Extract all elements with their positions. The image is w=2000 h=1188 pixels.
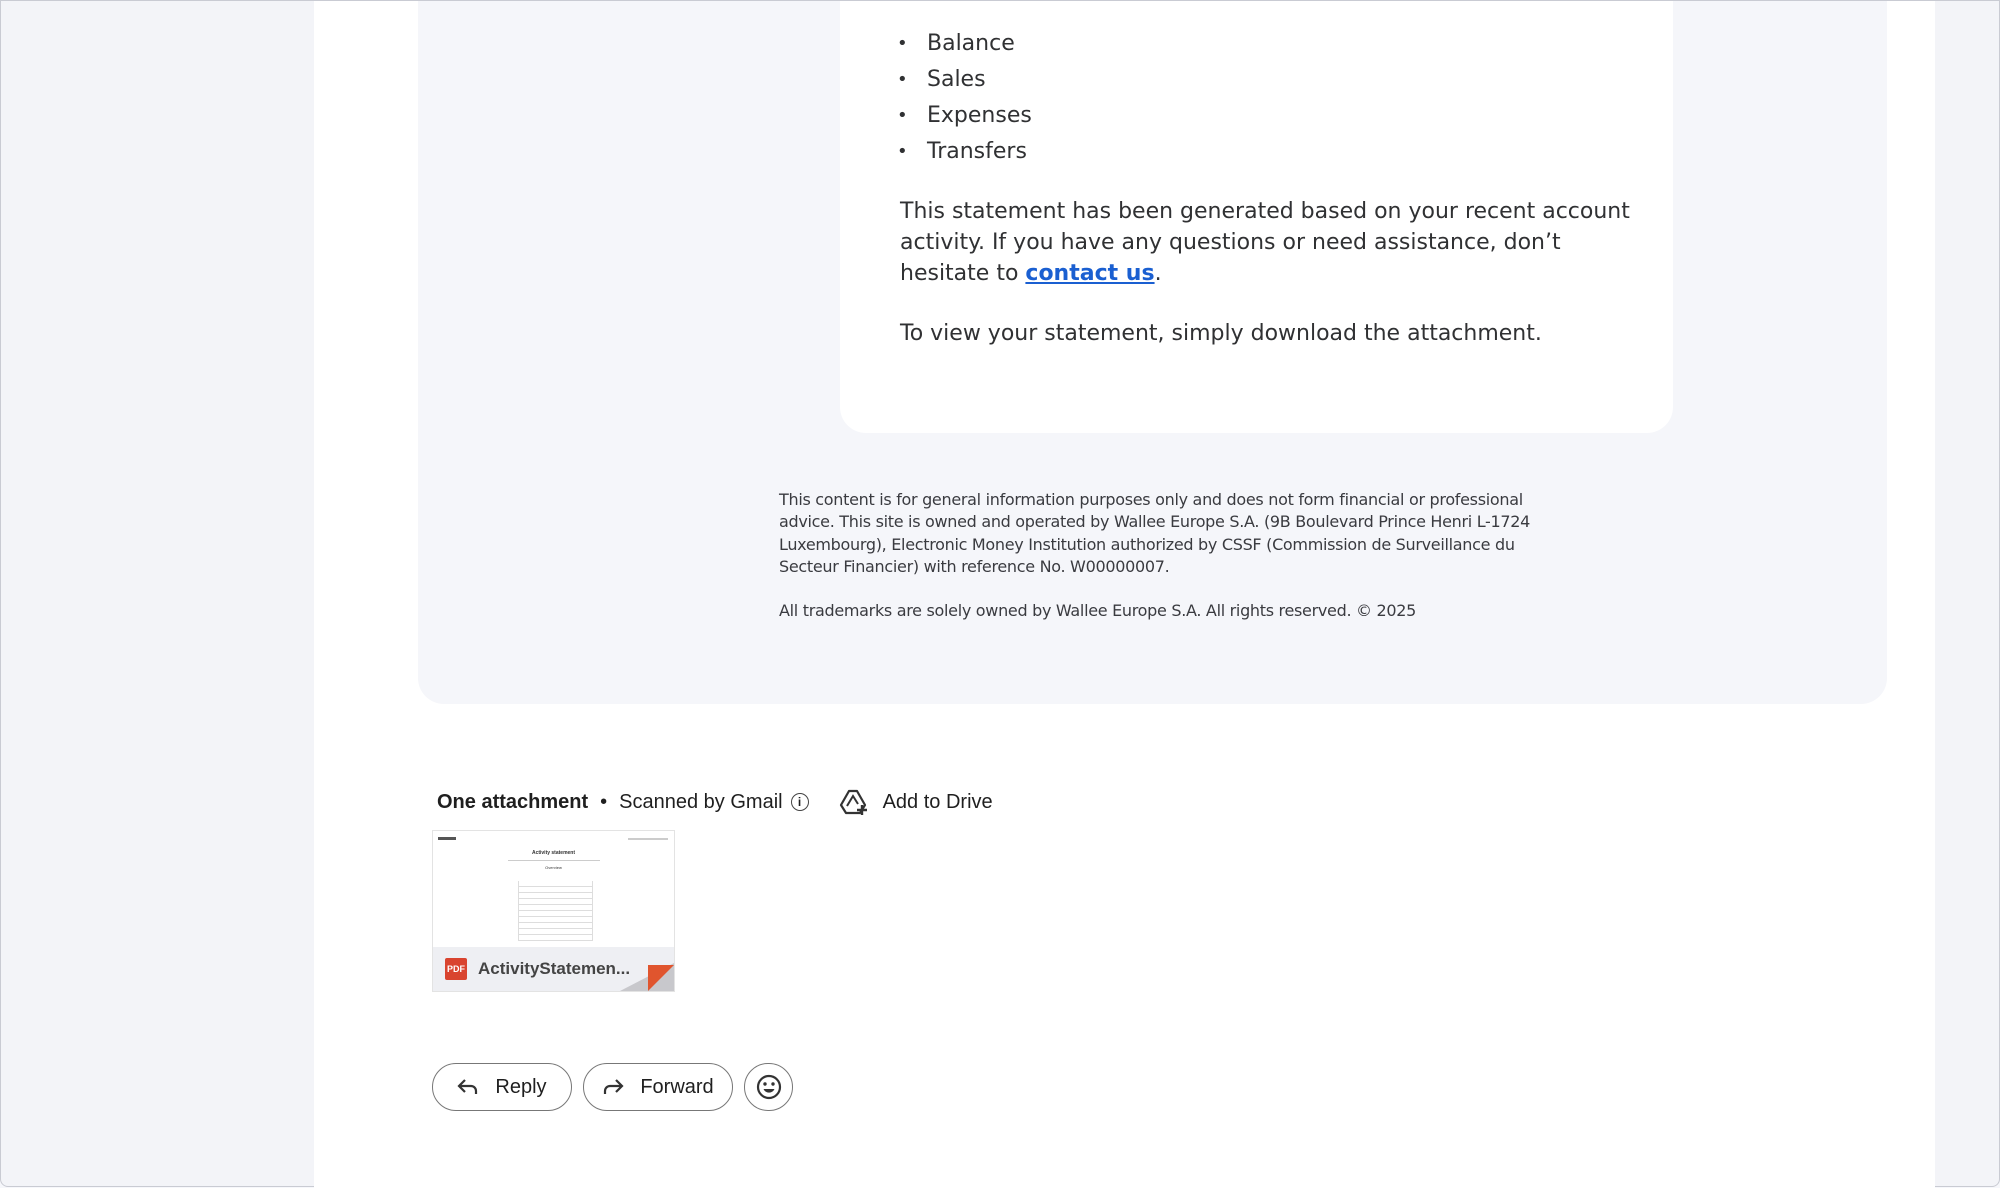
statement-info-paragraph — [900, 196, 1630, 289]
emoji-reaction-button[interactable] — [744, 1063, 793, 1111]
smiley-icon — [756, 1074, 782, 1100]
email-view — [314, 1, 1935, 1188]
reply-label: Reply — [495, 1075, 547, 1098]
preview-title: Activity statement — [531, 850, 576, 856]
list-item: • Sales — [897, 62, 1032, 98]
separator: • — [600, 790, 608, 813]
attachment-card[interactable] — [432, 830, 675, 992]
reply-icon — [457, 1078, 479, 1096]
pdf-preview — [433, 831, 674, 949]
legal-disclaimer: This content is for general information purposes only and does not form financial or professional advice. This site is owned and operated by Wallee Europe S.A. (9B Boulevard Prince Henri L-1724 Luxembourg), Electronic Money Institution authorized by CSSF (Commission de Surveillance du Secteur Financier) with reference No. W00000007. — [779, 490, 1531, 576]
scanned-label: Scanned by Gmail — [619, 790, 783, 813]
list-item: • Balance — [897, 26, 1032, 62]
email-content-card — [840, 1, 1673, 433]
statement-contents-list — [897, 26, 1032, 170]
list-item: • Transfers — [897, 134, 1032, 170]
forward-icon — [602, 1078, 624, 1096]
drive-add-icon — [839, 788, 869, 816]
reply-button[interactable] — [432, 1063, 572, 1111]
attachment-count: One attachment — [437, 790, 589, 813]
forward-label: Forward — [640, 1075, 714, 1098]
copyright-notice: All trademarks are solely owned by Wallee Europe S.A. All rights reserved. © 2025 — [779, 601, 1417, 620]
add-to-drive-label: Add to Drive — [882, 790, 993, 813]
download-instruction: To view your statement, simply download the attachment. — [900, 321, 1542, 346]
attachments-header — [437, 787, 993, 817]
page-fold-icon — [620, 963, 674, 991]
email-body-background — [418, 1, 1887, 704]
forward-button[interactable] — [583, 1063, 733, 1111]
paragraph-text: This statement has been generated based on your recent account activity. If you have any questions or need assistance, don’t hesitate to — [900, 199, 1630, 286]
add-to-drive-button[interactable] — [839, 788, 993, 816]
pdf-icon: PDF — [445, 958, 467, 980]
attachment-filename: ActivityStatemen... — [478, 959, 631, 978]
paragraph-text: . — [1154, 261, 1162, 286]
attachment-footer — [433, 947, 674, 991]
preview-section: Overview — [545, 865, 562, 870]
info-icon[interactable]: i — [791, 793, 809, 811]
contact-us-link[interactable]: contact us — [1025, 261, 1155, 286]
list-item: • Expenses — [897, 98, 1032, 134]
